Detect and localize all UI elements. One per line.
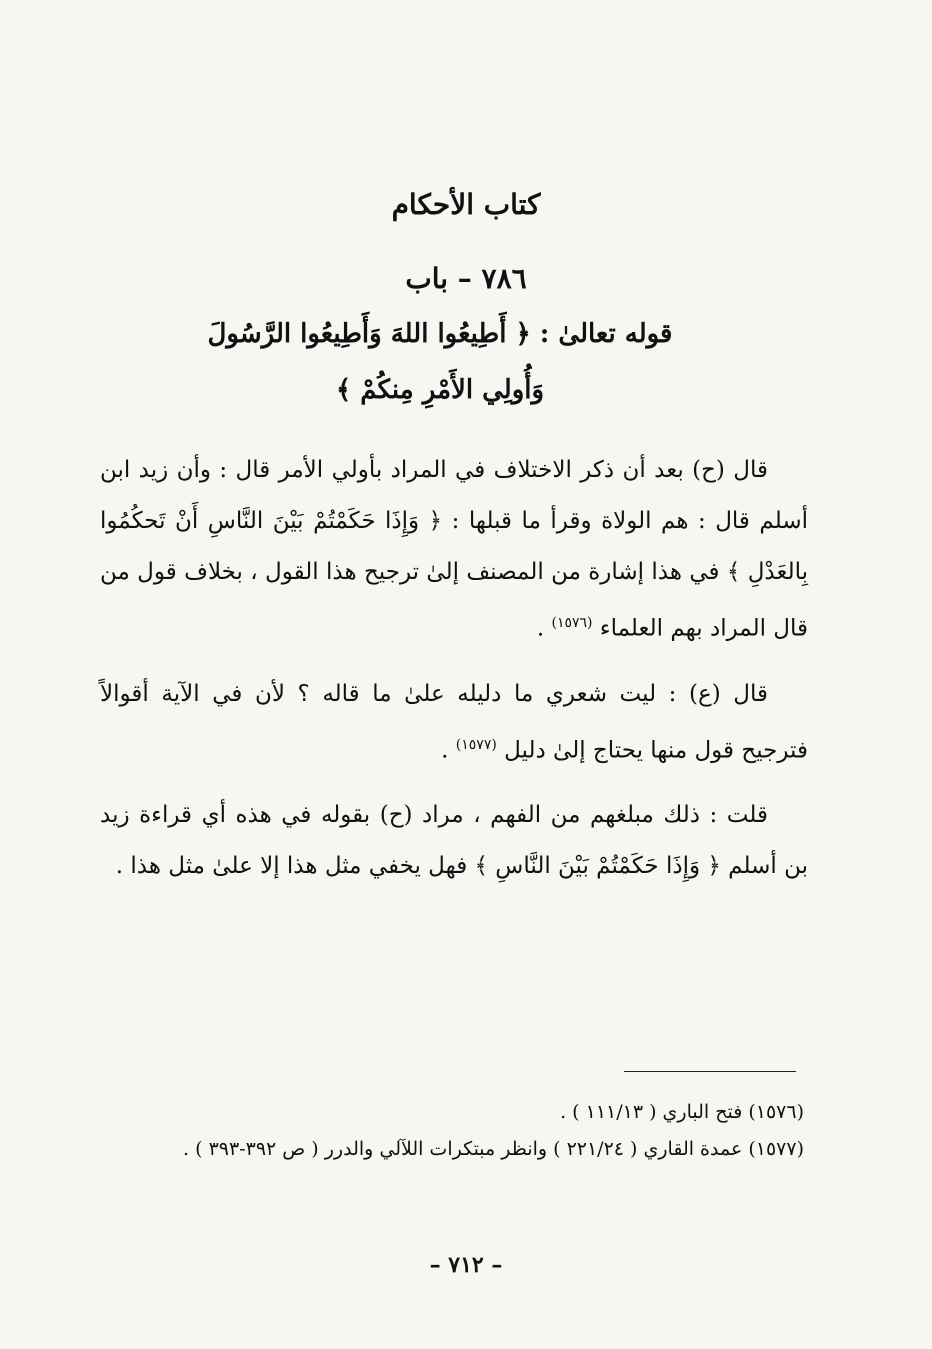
footnote-1577: (١٥٧٧) عمدة القاري ( ٢٢١/٢٤ ) وانظر مبتكرات اللآلي والدرر ( ص ٣٩٢-٣٩٣ ) .: [183, 1138, 804, 1160]
footnote-divider: [624, 1071, 796, 1072]
footnote-ref-1577: (١٥٧٧): [455, 736, 497, 753]
book-title: كتاب الأحكام: [391, 188, 541, 221]
paragraph-3: [100, 790, 808, 892]
paragraph-1: [100, 445, 808, 655]
footnotes: [96, 1094, 804, 1168]
chapter-heading: [180, 306, 700, 418]
footnote-ref-1576: (١٥٧٦): [551, 615, 593, 631]
chapter-number: ٧٨٦ – باب: [405, 262, 527, 295]
chapter-heading-line-1: قوله تعالىٰ : ﴿ أَطِيعُوا اللهَ وَأَطِيعُوا الرَّسُولَ: [207, 319, 673, 349]
paragraph-3-text: قلت : ذلك مبلغهم من الفهم ، مراد (ح) بقوله في هذه أي قراءة زيد بن أسلم ﴿ وَإِذَا حَكَمْتُمْ بَيْنَ النَّاسِ ﴾ فهل يخفي مثل هذا إلا علىٰ مثل هذا .: [100, 802, 808, 880]
paragraph-1-text: قال (ح) بعد أن ذكر الاختلاف في المراد بأولي الأمر قال : وأن زيد ابن أسلم قال : هم الولاة وقرأ ما قبلها : ﴿ وَإِذَا حَكَمْتُمْ بَيْنَ النَّاسِ أَنْ تَحكُمُوا بِالعَدْلِ ﴾ في هذا إشارة من المصنف إلىٰ ترجيح هذا القول ، بخلاف قول من قال المراد بهم العلماء: [100, 457, 808, 642]
paragraph-2: [100, 669, 808, 777]
body-text: [100, 445, 808, 906]
footnote-1576: (١٥٧٦) فتح الباري ( ١١١/١٣ ) .: [560, 1101, 804, 1123]
paragraph-2-tail: .: [441, 737, 456, 764]
page-number: – ٧١٢ –: [429, 1252, 503, 1278]
paragraph-2-text: قال (ع) : ليت شعري ما دليله علىٰ ما قاله ؟ لأن في الآية أقوالاً فترجيح قول منها يحتاج إلىٰ دليل: [100, 680, 808, 764]
chapter-heading-line-2: وَأُولِي الأَمْرِ مِنكُمْ ﴾: [335, 375, 545, 405]
paragraph-1-tail: .: [536, 615, 552, 642]
